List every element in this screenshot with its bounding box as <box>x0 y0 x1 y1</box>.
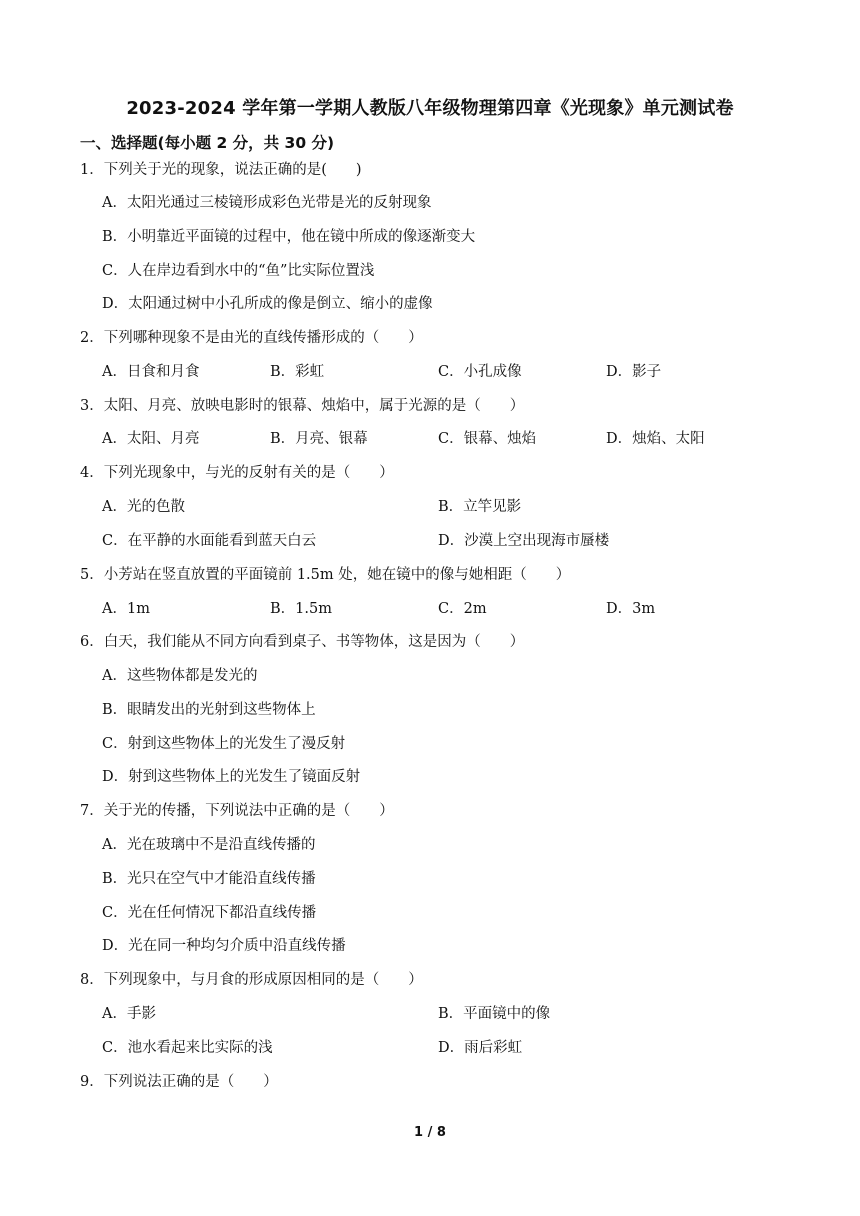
question-8-option-d: D．雨后彩虹 <box>438 1040 523 1056</box>
question-3-option-d: D．烛焰、太阳 <box>606 431 705 447</box>
question-1-option-d: D．太阳通过树中小孔所成的像是倒立、缩小的虚像 <box>102 296 433 312</box>
question-8-stem: 8．下列现象中，与月食的形成原因相同的是（ ） <box>80 972 423 988</box>
question-5-stem: 5．小芳站在竖直放置的平面镜前 1.5m 处，她在镜中的像与她相距（ ） <box>80 567 571 583</box>
question-6-option-b: B．眼睛发出的光射到这些物体上 <box>102 702 316 718</box>
question-3-option-c: C．银幕、烛焰 <box>438 431 537 447</box>
question-4-option-d: D．沙漠上空出现海市蜃楼 <box>438 533 610 549</box>
question-5-option-a: A．1m <box>102 601 150 617</box>
question-7-option-c: C．光在任何情况下都沿直线传播 <box>102 905 317 921</box>
question-5-option-d: D．3m <box>606 601 656 617</box>
question-7-option-b: B．光只在空气中才能沿直线传播 <box>102 871 316 887</box>
question-3-option-b: B．月亮、银幕 <box>270 431 368 447</box>
question-9-stem: 9．下列说法正确的是（ ） <box>80 1074 278 1090</box>
question-8-option-a: A．手影 <box>102 1006 156 1022</box>
question-3-option-a: A．太阳、月亮 <box>102 431 200 447</box>
question-2-option-a: A．日食和月食 <box>102 364 200 380</box>
question-8-option-c: C．池水看起来比实际的浅 <box>102 1040 273 1056</box>
question-7-option-a: A．光在玻璃中不是沿直线传播的 <box>102 837 316 853</box>
question-2-option-c: C．小孔成像 <box>438 364 522 380</box>
question-7-option-d: D．光在同一种均匀介质中沿直线传播 <box>102 938 346 954</box>
question-4-option-b: B．立竿见影 <box>438 499 522 515</box>
document-title: 2023-2024 学年第一学期人教版八年级物理第四章《光现象》单元测试卷 <box>126 98 734 119</box>
question-4-option-c: C．在平静的水面能看到蓝天白云 <box>102 533 317 549</box>
question-1-option-b: B．小明靠近平面镜的过程中，他在镜中所成的像逐渐变大 <box>102 229 476 245</box>
question-1-option-a: A．太阳光通过三棱镜形成彩色光带是光的反射现象 <box>102 195 432 211</box>
question-6-stem: 6．白天，我们能从不同方向看到桌子、书等物体，这是因为（ ） <box>80 634 525 650</box>
question-6-option-a: A．这些物体都是发光的 <box>102 668 258 684</box>
question-3-stem: 3．太阳、月亮、放映电影时的银幕、烛焰中，属于光源的是（ ） <box>80 398 525 414</box>
question-5-option-c: C．2m <box>438 601 487 617</box>
question-4-option-a: A．光的色散 <box>102 499 185 515</box>
question-6-option-c: C．射到这些物体上的光发生了漫反射 <box>102 736 346 752</box>
question-2-option-b: B．彩虹 <box>270 364 325 380</box>
page-number: 1 / 8 <box>414 1125 446 1140</box>
question-1-option-c: C．人在岸边看到水中的“鱼”比实际位置浅 <box>102 263 375 279</box>
question-1-stem: 1．下列关于光的现象，说法正确的是( ) <box>80 162 362 178</box>
question-8-option-b: B．平面镜中的像 <box>438 1006 551 1022</box>
question-2-stem: 2．下列哪种现象不是由光的直线传播形成的（ ） <box>80 330 423 346</box>
question-4-stem: 4．下列光现象中，与光的反射有关的是（ ） <box>80 465 394 481</box>
section-heading: 一、选择题(每小题 2 分，共 30 分) <box>80 134 335 152</box>
question-6-option-d: D．射到这些物体上的光发生了镜面反射 <box>102 769 361 785</box>
question-2-option-d: D．影子 <box>606 364 662 380</box>
question-7-stem: 7．关于光的传播，下列说法中正确的是（ ） <box>80 803 394 819</box>
question-5-option-b: B．1.5m <box>270 601 332 617</box>
